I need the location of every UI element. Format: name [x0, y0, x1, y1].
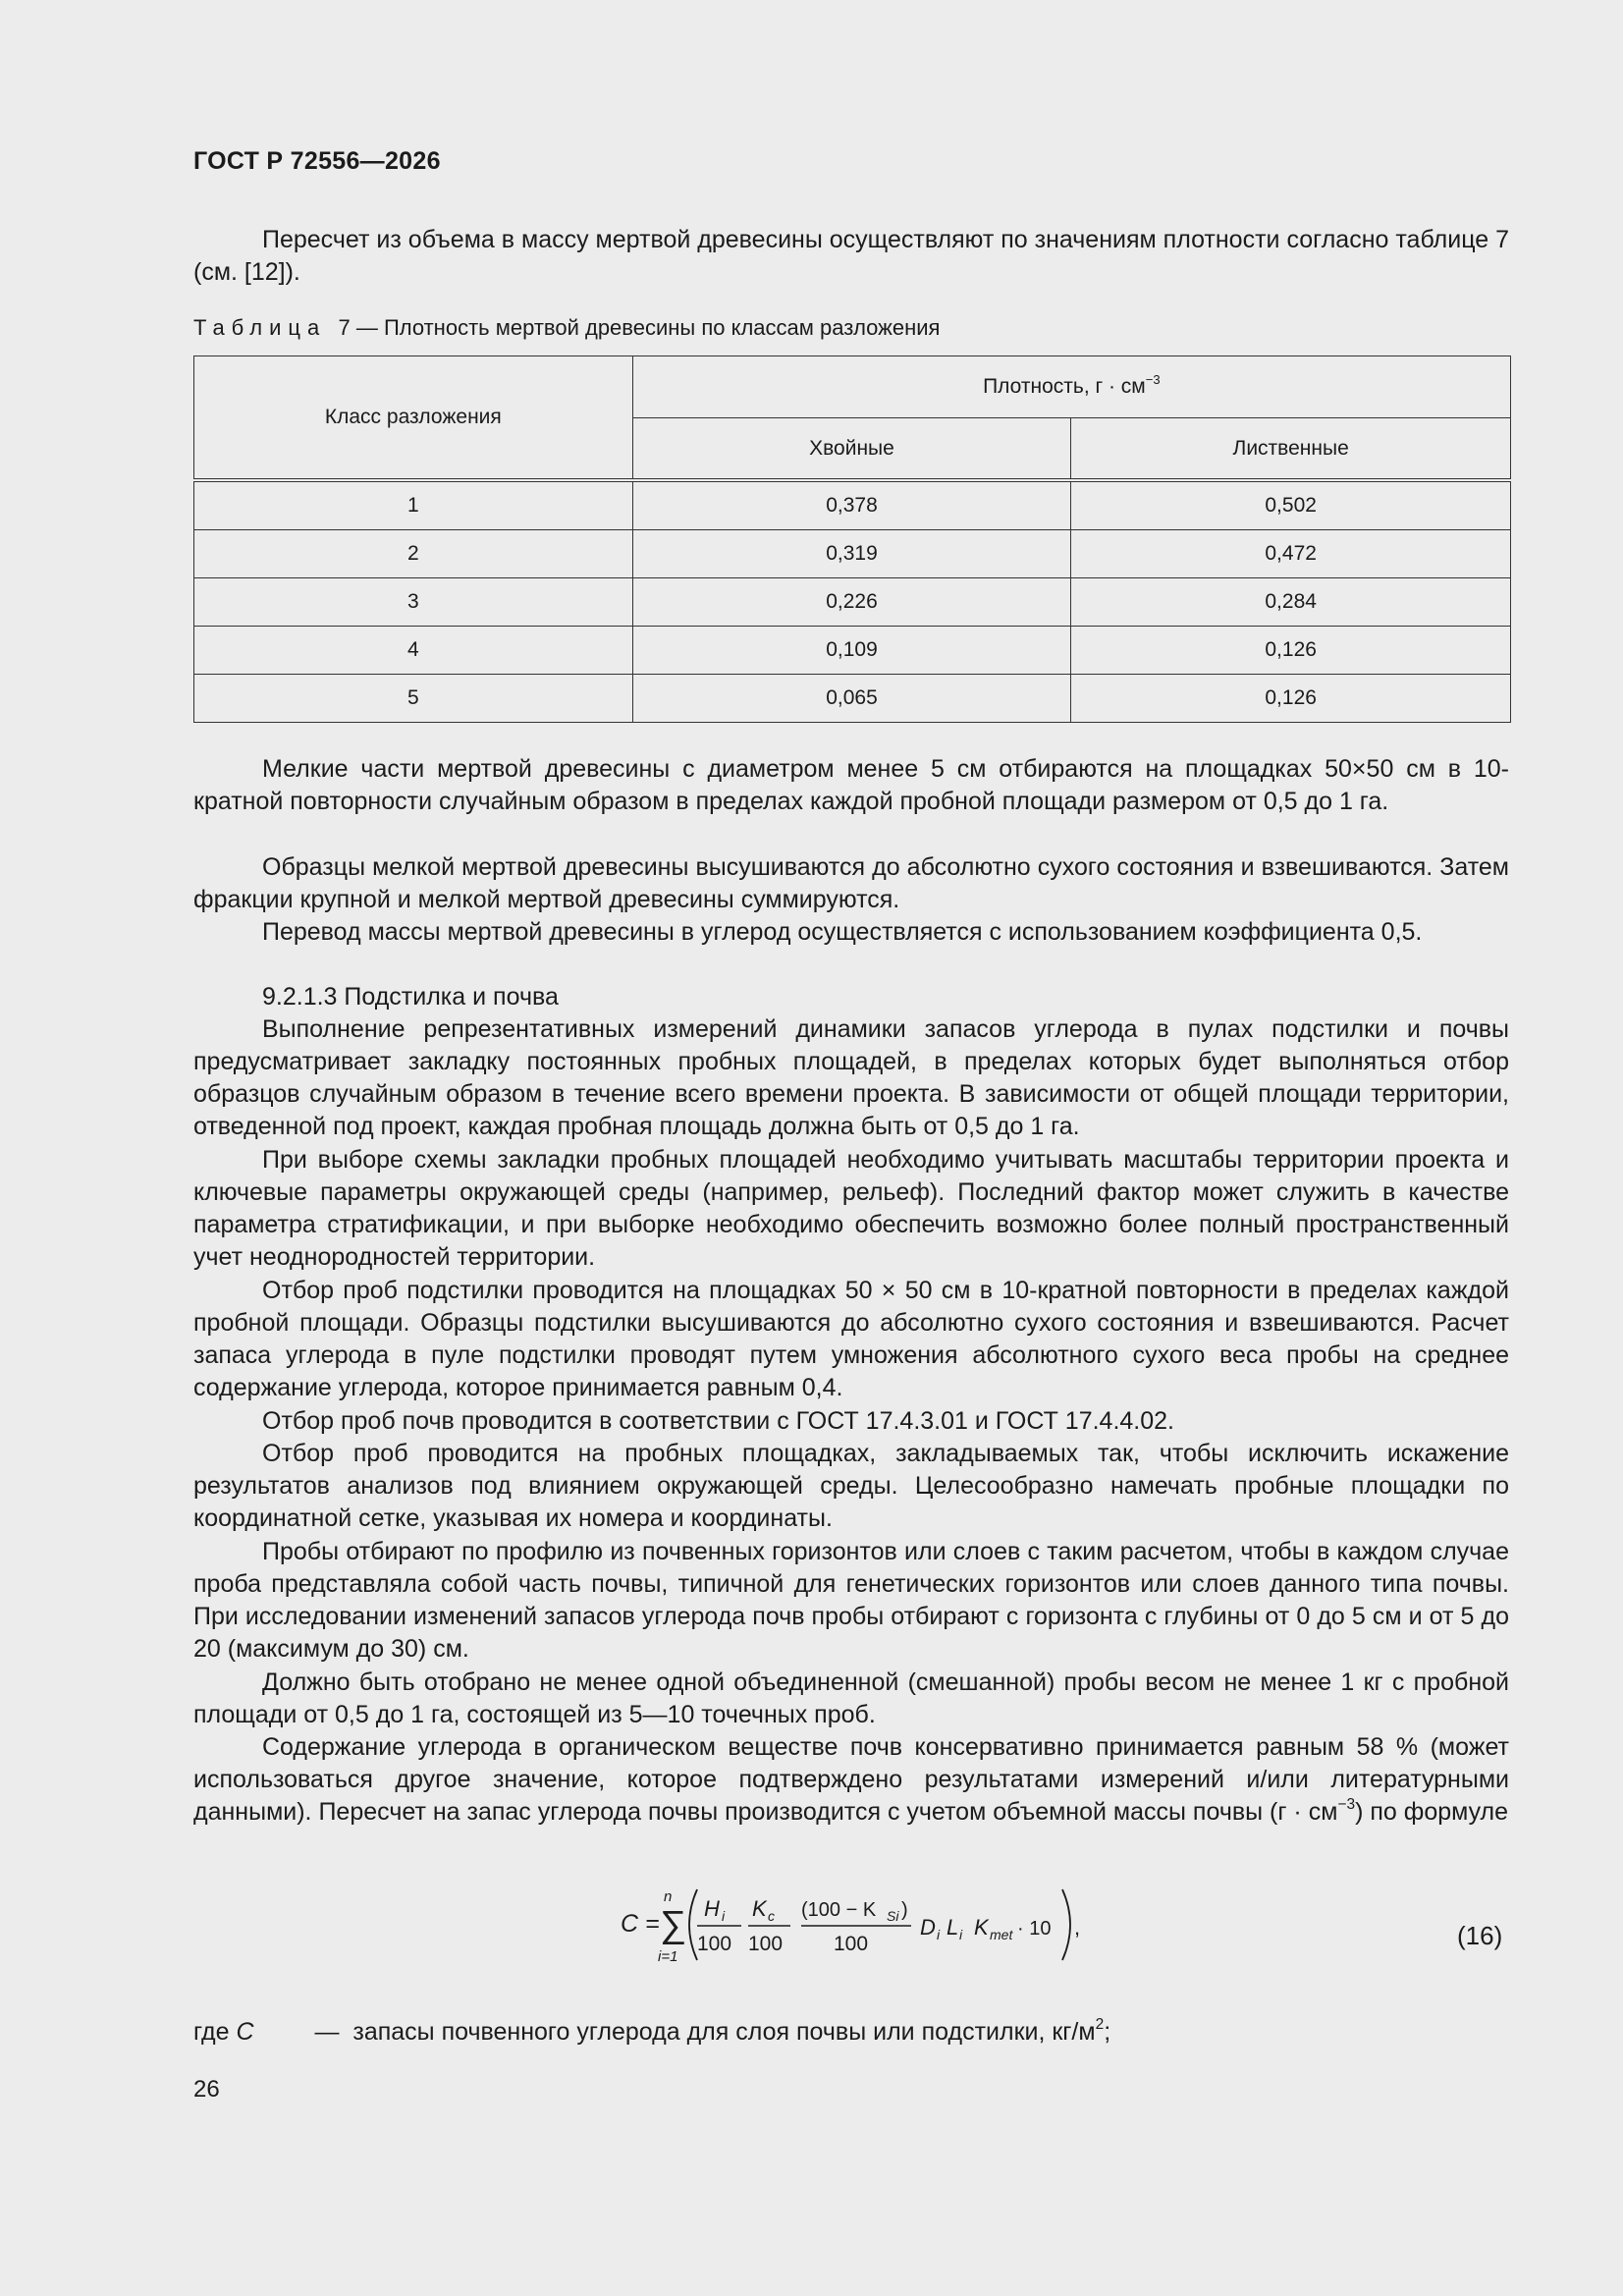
table-row	[194, 530, 1511, 578]
formula-16	[619, 1886, 1109, 1994]
document-header: ГОСТ Р 72556—2026	[193, 147, 441, 175]
paragraph-carbon-content-tail: ) по формуле	[1355, 1798, 1509, 1826]
paragraph-carbon-content-exp: −3	[1337, 1796, 1356, 1814]
formula-f3-num-b: )	[901, 1899, 908, 1921]
paragraph-profile: Пробы отбирают по профилю из почвенных горизонтов или слоев с таким расчетом, чтобы в каждом случае проба представляла собой часть почвы, типичной для генетических горизонтов или слоев данного типа почвы. При исследовании изменений запасов углерода почв пробы отбирают с горизонта с глубины от 0 до 5 см и от 5 до 20 (максимум до 30) см.	[193, 1538, 1509, 1663]
cell-deciduous: 0,502	[1071, 480, 1511, 530]
cell-deciduous: 0,284	[1071, 578, 1511, 627]
table-row	[194, 675, 1511, 723]
formula-sum-top: n	[664, 1888, 673, 1905]
legend-prefix: где	[193, 2018, 230, 2046]
density-table	[193, 355, 1511, 723]
table-row	[194, 578, 1511, 627]
formula-end: ,	[1074, 1915, 1081, 1940]
cell-conifer: 0,319	[632, 530, 1071, 578]
cell-class: 2	[194, 530, 633, 578]
paragraph-representative: Выполнение репрезентативных измерений динамики запасов углерода в пулах подстилки и почвы предусматривает закладку постоянных пробных площадей, в пределах которых будет выполняться отбор образцов случайным образом в течение всего времени проекта. В зависимости от общей площади территории, отведенной под проект, каждая пробная площадь должна быть от 0,5 до 1 га.	[193, 1015, 1509, 1140]
paragraph-carbon-content	[193, 1731, 1509, 1829]
formula-number: (16)	[1457, 1921, 1503, 1950]
formula-d-sub: i	[937, 1927, 941, 1942]
paragraph-sampling-sites: Отбор проб проводится на пробных площадках, закладываемых так, чтобы исключить искажение результатов анализов под влиянием окружающей среды. Целесообразно намечать пробные площадки по координатной сетке, указывая их номера и координаты.	[193, 1440, 1509, 1532]
cell-class: 5	[194, 675, 633, 723]
formula-k-sub: met	[990, 1927, 1013, 1942]
formula-lhs: C =	[621, 1910, 660, 1938]
header-density-exp: −3	[1145, 371, 1161, 387]
header-deciduous: Лиственные	[1071, 418, 1511, 481]
formula-f3-num-a: (100 − K	[801, 1899, 877, 1921]
formula-l-sub: i	[959, 1927, 963, 1942]
legend-end: ;	[1104, 2018, 1111, 2046]
table-row	[194, 480, 1511, 530]
paragraph-carbon-coef: Перевод массы мертвой древесины в углерод осуществляется с использованием коэффициента 0,5.	[262, 918, 1423, 946]
formula-f2-num: K	[752, 1896, 767, 1921]
paragraph-gost: Отбор проб почв проводится в соответствии с ГОСТ 17.4.3.01 и ГОСТ 17.4.4.02.	[262, 1407, 1175, 1435]
header-conifer: Хвойные	[632, 418, 1071, 481]
formula-f1-num-sub: i	[722, 1908, 726, 1924]
paragraph-combined-sample: Должно быть отобрано не менее одной объединенной (смешанной) пробы весом не менее 1 кг с пробной площади от 0,5 до 1 га, состоящей из 5—10 точечных проб.	[193, 1668, 1509, 1728]
paragraph-litter: Отбор проб подстилки проводится на площадках 50 × 50 см в 10-кратной повторности в пределах каждой пробной площади. Образцы подстилки высушиваются до абсолютно сухого состояния и взвешиваются. Расчет запаса углерода в пуле подстилки проводят путем умножения абсолютного сухого веса пробы на среднее содержание углерода, которое принимается равным 0,4.	[193, 1277, 1509, 1401]
cell-conifer: 0,065	[632, 675, 1071, 723]
cell-deciduous: 0,126	[1071, 675, 1511, 723]
cell-class: 3	[194, 578, 633, 627]
cell-conifer: 0,378	[632, 480, 1071, 530]
header-density	[632, 356, 1510, 418]
section-heading: 9.2.1.3 Подстилка и почва	[262, 983, 559, 1011]
formula-l: L	[947, 1915, 959, 1940]
paragraph-drying: Образцы мелкой мертвой древесины высушиваются до абсолютно сухого состояния и взвешиваются. Затем фракции крупной и мелкой мертвой древесины суммируются.	[193, 853, 1509, 913]
cell-deciduous: 0,472	[1071, 530, 1511, 578]
header-density-text: Плотность, г · см	[983, 375, 1146, 398]
legend-text: запасы почвенного углерода для слоя почвы или подстилки, кг/м	[352, 2018, 1096, 2046]
page-number: 26	[193, 2076, 220, 2103]
cell-conifer: 0,226	[632, 578, 1071, 627]
formula-paren-right	[1062, 1889, 1070, 1960]
paragraph-small-wood: Мелкие части мертвой древесины с диаметром менее 5 см отбираются на площадках 50×50 см в 10-кратной повторности случайным образом в пределах каждой пробной площади размером от 0,5 до 1 га.	[193, 755, 1509, 815]
formula-paren-left	[689, 1889, 697, 1960]
table-caption	[193, 314, 940, 342]
cell-class: 1	[194, 480, 633, 530]
formula-f3-num-sub: Si	[887, 1908, 899, 1924]
legend-exp: 2	[1095, 2016, 1105, 2034]
formula-f3-den: 100	[834, 1933, 869, 1955]
formula-legend	[193, 2016, 1110, 2049]
formula-f2-den: 100	[748, 1933, 784, 1955]
legend-symbol: C	[236, 2018, 254, 2046]
formula-f1-num: H	[704, 1896, 720, 1921]
cell-deciduous: 0,126	[1071, 627, 1511, 675]
intro-paragraph: Пересчет из объема в массу мертвой древесины осуществляют по значениям плотности согласно таблице 7 (см. [12]).	[193, 226, 1509, 286]
formula-sum-bottom: i=1	[658, 1948, 678, 1965]
paragraph-scheme: При выборе схемы закладки пробных площадей необходимо учитывать масштабы территории проекта и ключевые параметры окружающей среды (например, рельеф). Последний фактор может служить в качестве параметра стратификации, и при выборке необходимо обеспечить возможно более полный пространственный учет неоднородностей территории.	[193, 1146, 1509, 1271]
formula-mult: · 10	[1017, 1918, 1052, 1940]
table-row	[194, 627, 1511, 675]
paragraph-carbon-content-text: Содержание углерода в органическом веществе почв консервативно принимается равным 58 % (может использоваться другое значение, которое подтверждено результатами измерений и/или литературными данными). Пересчет на запас углерода почвы производится с учетом объемной массы почвы (г · см	[193, 1733, 1509, 1826]
formula-f2-num-sub: c	[768, 1908, 775, 1924]
cell-conifer: 0,109	[632, 627, 1071, 675]
formula-d: D	[920, 1915, 936, 1940]
cell-class: 4	[194, 627, 633, 675]
formula-k: K	[974, 1915, 989, 1940]
table-caption-word: Таблица	[193, 315, 327, 340]
legend-dash: —	[314, 2018, 340, 2046]
formula-f1-den: 100	[697, 1933, 732, 1955]
formula-sum-sign: ∑	[660, 1904, 687, 1945]
table-caption-text: 7 — Плотность мертвой древесины по классам разложения	[338, 315, 941, 340]
header-class: Класс разложения	[194, 356, 633, 481]
